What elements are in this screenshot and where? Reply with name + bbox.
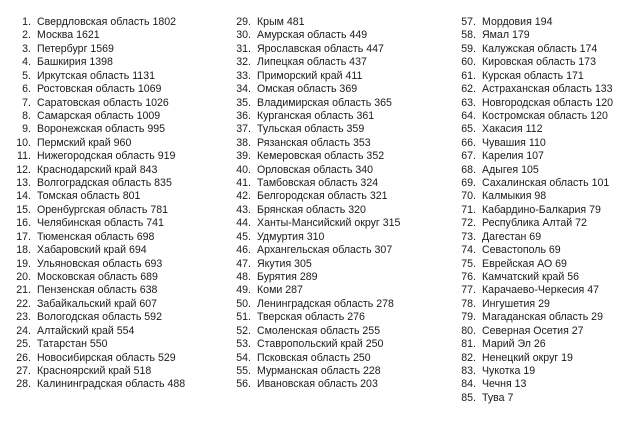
list-item	[10, 56, 185, 69]
list-item-text: Адыгея 105	[482, 163, 539, 176]
list-item-number: 63.	[461, 96, 476, 109]
list-item	[233, 70, 400, 83]
list-item	[233, 338, 400, 351]
list-item-text: Чукотка 19	[482, 364, 536, 377]
list-item	[233, 365, 400, 378]
list-item	[458, 190, 613, 203]
list-item-number: 85.	[461, 391, 476, 404]
list-item-number: 53.	[236, 338, 251, 351]
list-item-text: Липецкая область 437	[257, 56, 367, 69]
list-item-text: Пензенская область 638	[37, 284, 158, 297]
list-item-text: Псковская область 250	[257, 351, 371, 364]
list-item-text: Саратовская область 1026	[37, 96, 169, 109]
list-item-number: 84.	[461, 378, 476, 391]
list-item-number: 3.	[22, 42, 31, 55]
list-item-text: Бурятия 289	[257, 271, 318, 284]
list-item	[233, 150, 400, 163]
list-item-number: 45.	[236, 230, 251, 243]
list-item-text: Чечня 13	[482, 378, 527, 391]
list-item	[10, 70, 185, 83]
list-item-number: 10.	[16, 136, 31, 149]
list-item	[10, 231, 185, 244]
list-item	[10, 298, 185, 311]
list-item-text: Ульяновская область 693	[37, 257, 163, 270]
list-item	[10, 284, 185, 297]
list-item-number: 19.	[16, 257, 31, 270]
list-item-number: 37.	[236, 123, 251, 136]
list-item-text: Хакасия 112	[482, 123, 543, 136]
list-item	[458, 365, 613, 378]
list-item-text: Калмыкия 98	[482, 190, 547, 203]
list-item-number: 64.	[461, 109, 476, 122]
list-item	[10, 271, 185, 284]
list-item-text: Владимирская область 365	[257, 96, 392, 109]
list-item	[233, 284, 400, 297]
list-item	[458, 392, 613, 405]
list-item-text: Тюменская область 698	[37, 230, 155, 243]
list-item-text: Северная Осетия 27	[482, 324, 584, 337]
list-item	[10, 16, 185, 29]
list-item	[233, 164, 400, 177]
list-item	[10, 97, 185, 110]
list-item	[10, 258, 185, 271]
list-item-number: 34.	[236, 83, 251, 96]
list-item	[458, 164, 613, 177]
list-item-text: Архангельская область 307	[257, 244, 393, 257]
list-item-text: Иркутская область 1131	[37, 69, 155, 82]
list-item-text: Мордовия 194	[482, 16, 553, 28]
list-item-number: 74.	[461, 244, 476, 257]
list-item-text: Белгородская область 321	[257, 190, 388, 203]
list-item-number: 59.	[461, 42, 476, 55]
list-item	[458, 97, 613, 110]
list-item-text: Курганская область 361	[257, 109, 375, 122]
list-item-number: 31.	[236, 42, 251, 55]
list-item	[10, 164, 185, 177]
list-item-text: Ростовская область 1069	[37, 83, 162, 96]
list-item	[458, 177, 613, 190]
list-item-number: 29.	[236, 16, 251, 28]
list-item-text: Ленинградская область 278	[257, 297, 394, 310]
list-item-number: 56.	[236, 378, 251, 391]
list-item	[233, 97, 400, 110]
list-item-number: 27.	[16, 364, 31, 377]
list-item-text: Коми 287	[257, 284, 303, 297]
list-item-number: 61.	[461, 69, 476, 82]
list-item-text: Ингушетия 29	[482, 297, 550, 310]
list-item-text: Ставропольский край 250	[257, 338, 384, 351]
list-item	[10, 244, 185, 257]
list-column-2	[233, 16, 400, 392]
list-item-number: 75.	[461, 257, 476, 270]
list-item-number: 54.	[236, 351, 251, 364]
list-item	[10, 190, 185, 203]
list-item	[10, 83, 185, 96]
list-item	[458, 217, 613, 230]
list-item-number: 14.	[16, 190, 31, 203]
list-item-number: 66.	[461, 136, 476, 149]
list-item-text: Тува 7	[482, 391, 514, 404]
list-item-text: Забайкальский край 607	[37, 297, 158, 310]
list-item-number: 79.	[461, 311, 476, 324]
list-item-text: Омская область 369	[257, 83, 358, 96]
list-item-text: Ярославская область 447	[257, 42, 384, 55]
list-item-text: Москва 1621	[37, 29, 100, 42]
list-item-text: Тамбовская область 324	[257, 177, 379, 190]
list-item	[233, 16, 400, 29]
list-column-1	[10, 16, 185, 392]
list-item	[233, 177, 400, 190]
list-item	[458, 325, 613, 338]
list-item-number: 58.	[461, 29, 476, 42]
list-item-number: 81.	[461, 338, 476, 351]
list-item-text: Курская область 171	[482, 69, 584, 82]
list-item	[10, 365, 185, 378]
list-item	[233, 123, 400, 136]
list-item-number: 32.	[236, 56, 251, 69]
list-item-text: Магаданская область 29	[482, 311, 603, 324]
list-item-text: Марий Эл 26	[482, 338, 546, 351]
list-item-number: 17.	[16, 230, 31, 243]
list-item	[10, 43, 185, 56]
list-item	[458, 56, 613, 69]
list-item-number: 67.	[461, 150, 476, 163]
list-item-text: Вологодская область 592	[37, 311, 162, 324]
list-item-number: 44.	[236, 217, 251, 230]
list-item-number: 47.	[236, 257, 251, 270]
list-item-number: 50.	[236, 297, 251, 310]
list-item	[458, 258, 613, 271]
list-item-text: Ненецкий округ 19	[482, 351, 573, 364]
list-item	[233, 29, 400, 42]
list-item-text: Крым 481	[257, 16, 305, 28]
list-item-text: Томская область 801	[37, 190, 141, 203]
list-item-number: 52.	[236, 324, 251, 337]
list-item	[10, 311, 185, 324]
list-item-number: 68.	[461, 163, 476, 176]
list-item	[458, 204, 613, 217]
list-item-number: 26.	[16, 351, 31, 364]
list-item-number: 83.	[461, 364, 476, 377]
list-item	[233, 56, 400, 69]
list-item	[458, 338, 613, 351]
list-item-text: Алтайский край 554	[37, 324, 135, 337]
list-item	[233, 217, 400, 230]
list-item-number: 2.	[22, 29, 31, 42]
list-item-number: 13.	[16, 177, 31, 190]
list-item	[233, 83, 400, 96]
list-item	[233, 43, 400, 56]
list-item	[458, 271, 613, 284]
list-item-text: Нижегородская область 919	[37, 150, 176, 163]
list-item-number: 49.	[236, 284, 251, 297]
list-item	[233, 244, 400, 257]
list-item-number: 80.	[461, 324, 476, 337]
list-item-text: Волгоградская область 835	[37, 177, 172, 190]
list-item-text: Челябинская область 741	[37, 217, 164, 230]
list-item-number: 1.	[22, 16, 31, 28]
list-item	[10, 123, 185, 136]
list-item-text: Республика Алтай 72	[482, 217, 587, 230]
list-item-text: Самарская область 1009	[37, 109, 161, 122]
list-item-number: 57.	[461, 16, 476, 28]
list-item-text: Костромская область 120	[482, 109, 608, 122]
list-item-number: 11.	[17, 150, 31, 163]
list-item-text: Тверская область 276	[257, 311, 365, 324]
list-item	[458, 231, 613, 244]
list-item	[458, 284, 613, 297]
list-item	[233, 190, 400, 203]
list-item-number: 9.	[22, 123, 31, 136]
list-item	[458, 83, 613, 96]
list-item-text: Ямал 179	[482, 29, 530, 42]
list-item-text: Сахалинская область 101	[482, 177, 610, 190]
list-item-number: 36.	[236, 109, 251, 122]
list-item	[458, 352, 613, 365]
list-item-text: Оренбургская область 781	[37, 203, 168, 216]
list-item	[233, 378, 400, 391]
list-item-number: 6.	[22, 83, 31, 96]
list-item-number: 30.	[236, 29, 251, 42]
list-item-number: 23.	[16, 311, 31, 324]
list-item-text: Мурманская область 228	[257, 364, 381, 377]
list-item-text: Камчатский край 56	[482, 271, 580, 284]
list-item-text: Новгородская область 120	[482, 96, 614, 109]
list-item	[233, 352, 400, 365]
list-item	[10, 137, 185, 150]
list-item	[233, 258, 400, 271]
list-item-text: Пермский край 960	[37, 136, 132, 149]
list-item-number: 77.	[461, 284, 476, 297]
list-item-text: Чувашия 110	[482, 136, 546, 149]
list-item-text: Башкирия 1398	[37, 56, 113, 69]
list-item-text: Карелия 107	[482, 150, 544, 163]
list-item-text: Петербург 1569	[37, 42, 114, 55]
list-item-number: 38.	[236, 136, 251, 149]
list-item	[10, 217, 185, 230]
list-item-number: 12.	[16, 163, 31, 176]
list-item-text: Астраханская область 133	[482, 83, 613, 96]
list-item	[458, 244, 613, 257]
list-item	[10, 378, 185, 391]
list-item-text: Калужская область 174	[482, 42, 598, 55]
list-item	[458, 16, 613, 29]
list-item	[10, 29, 185, 42]
list-item-number: 43.	[236, 203, 251, 216]
list-item	[233, 204, 400, 217]
list-item-text: Воронежская область 995	[37, 123, 166, 136]
list-item-number: 25.	[16, 338, 31, 351]
list-item-text: Амурская область 449	[257, 29, 368, 42]
list-item-number: 22.	[16, 297, 31, 310]
list-item	[10, 325, 185, 338]
list-item-number: 41.	[236, 177, 251, 190]
list-item-text: Кемеровская область 352	[257, 150, 385, 163]
list-item-number: 70.	[461, 190, 476, 203]
list-item	[233, 271, 400, 284]
list-item-number: 7.	[22, 96, 31, 109]
list-item	[233, 110, 400, 123]
list-item-number: 72.	[461, 217, 476, 230]
list-item	[458, 137, 613, 150]
list-item	[233, 298, 400, 311]
list-item-number: 21.	[16, 284, 31, 297]
list-item-text: Смоленская область 255	[257, 324, 381, 337]
list-item-number: 5.	[22, 69, 31, 82]
list-item-number: 18.	[16, 244, 31, 257]
list-item	[233, 231, 400, 244]
list-item-number: 15.	[16, 203, 31, 216]
list-item-text: Еврейская АО 69	[482, 257, 567, 270]
list-column-3	[458, 16, 613, 405]
list-item-number: 24.	[16, 324, 31, 337]
list-item-number: 28.	[16, 378, 31, 391]
list-item-number: 62.	[461, 83, 476, 96]
list-item-text: Орловская область 340	[257, 163, 374, 176]
list-item-text: Якутия 305	[257, 257, 312, 270]
list-item	[10, 110, 185, 123]
list-item-text: Красноярский край 518	[37, 364, 152, 377]
list-item	[458, 150, 613, 163]
list-item	[458, 123, 613, 136]
list-item-number: 46.	[236, 244, 251, 257]
list-item-text: Кировская область 173	[482, 56, 596, 69]
list-item-number: 60.	[461, 56, 476, 69]
list-item-text: Рязанская область 353	[257, 136, 371, 149]
list-item-number: 65.	[461, 123, 476, 136]
list-item	[10, 204, 185, 217]
list-item	[458, 298, 613, 311]
list-item-number: 39.	[236, 150, 251, 163]
list-item-number: 78.	[461, 297, 476, 310]
list-item-text: Кабардино-Балкария 79	[482, 203, 601, 216]
list-item	[458, 70, 613, 83]
list-item-text: Удмуртия 310	[257, 230, 325, 243]
list-item-number: 33.	[236, 69, 251, 82]
list-item-number: 48.	[236, 271, 251, 284]
list-item	[10, 177, 185, 190]
list-item-number: 16.	[16, 217, 31, 230]
list-item-text: Карачаево-Черкесия 47	[482, 284, 600, 297]
list-item	[458, 311, 613, 324]
list-item-text: Ивановская область 203	[257, 378, 378, 391]
list-item	[233, 311, 400, 324]
list-item	[458, 110, 613, 123]
list-item-text: Московская область 689	[37, 271, 158, 284]
list-item-number: 4.	[22, 56, 31, 69]
list-item-number: 69.	[461, 177, 476, 190]
list-item-text: Севастополь 69	[482, 244, 561, 257]
list-item-number: 20.	[16, 271, 31, 284]
list-item	[458, 43, 613, 56]
list-item-number: 35.	[236, 96, 251, 109]
list-item-number: 73.	[461, 230, 476, 243]
list-item-text: Татарстан 550	[37, 338, 108, 351]
list-item-text: Хабаровский край 694	[37, 244, 147, 257]
list-item-number: 76.	[461, 271, 476, 284]
list-item-text: Свердловская область 1802	[37, 16, 177, 28]
list-item-number: 82.	[461, 351, 476, 364]
list-item-number: 55.	[236, 364, 251, 377]
list-item-number: 8.	[22, 109, 31, 122]
list-item-text: Краснодарский край 843	[37, 163, 158, 176]
list-item-text: Новосибирская область 529	[37, 351, 176, 364]
list-item-text: Калининградская область 488	[37, 378, 186, 391]
list-item-number: 40.	[236, 163, 251, 176]
list-item-text: Брянская область 320	[257, 203, 366, 216]
list-item	[233, 325, 400, 338]
list-item-text: Приморский край 411	[257, 69, 363, 82]
list-item-number: 71.	[461, 203, 476, 216]
list-item-number: 51.	[236, 311, 251, 324]
list-item	[10, 352, 185, 365]
list-item	[458, 378, 613, 391]
list-item-number: 42.	[236, 190, 251, 203]
list-item-text: Тульская область 359	[257, 123, 365, 136]
list-item	[10, 338, 185, 351]
list-item	[233, 137, 400, 150]
list-item-text: Дагестан 69	[482, 230, 542, 243]
list-item-text: Ханты-Мансийский округ 315	[257, 217, 401, 230]
list-item	[10, 150, 185, 163]
list-item	[458, 29, 613, 42]
